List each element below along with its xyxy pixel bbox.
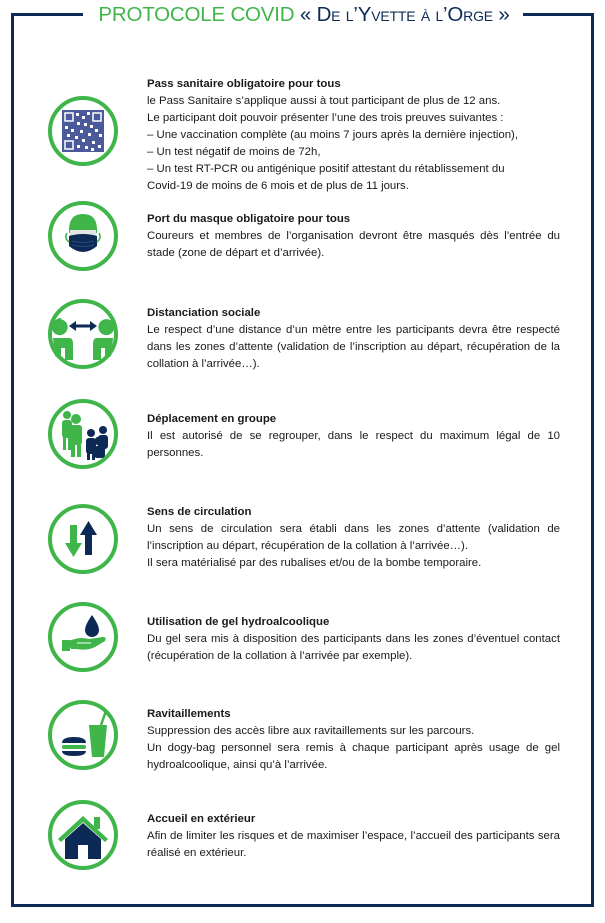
section-body: Afin de limiter les risques et de maximiser l’espace, l’accueil des participants sera réalisé en extérieur. <box>147 830 560 859</box>
section-body: Il est autorisé de se regrouper, dans le respect du maximum légal de 10 personnes. <box>147 430 560 459</box>
title-event-name: « De l’Yvette à l’Orge » <box>299 3 510 26</box>
section-body: Du gel sera mis à disposition des participants dans les zones d’éventuel contact (récupération de la collation à l’arrivée par exemple). <box>147 633 560 662</box>
section-text <box>147 76 560 195</box>
social-distance-icon <box>47 298 119 370</box>
section-line: – Un test négatif de moins de 72h, <box>147 146 321 158</box>
frame-top-right <box>523 13 594 16</box>
section-text <box>147 411 560 462</box>
food-drink-icon <box>47 699 119 771</box>
section-body: Un dogy-bag personnel sera remis à chaque participant après usage de gel hydroalcoolique, ainsi qu’à l’arrivée. <box>147 742 560 771</box>
house-icon <box>47 799 119 871</box>
section-body: Coureurs et membres de l’organisation devront être masqués dès l’entrée du stade (zone de départ et d’arrivée). <box>147 230 560 259</box>
section-text <box>147 811 560 862</box>
section-heading: Utilisation de gel hydroalcoolique <box>147 616 330 628</box>
section-heading: Accueil en extérieur <box>147 813 256 825</box>
section-text <box>147 305 560 373</box>
group-people-icon <box>47 398 119 470</box>
section-line: – Une vaccination complète (au moins 7 jours après la dernière injection), <box>147 129 519 141</box>
section-line: Covid-19 de moins de 6 mois et de plus de 11 jours. <box>147 180 409 192</box>
section-body: le Pass Sanitaire s’applique aussi à tout participant de plus de 12 ans. <box>147 95 501 107</box>
section-body: Un sens de circulation sera établi dans les zones d’attente (validation de l’inscription au départ, récupération de la collation à l’arrivée…). <box>147 523 560 552</box>
section-line: Suppression des accès libre aux ravitaillements sur les parcours. <box>147 725 475 737</box>
section-heading: Distanciation sociale <box>147 307 261 319</box>
section-text <box>147 706 560 774</box>
page-title <box>88 1 520 29</box>
section-text <box>147 211 560 262</box>
section-body: Le respect d’une distance d’un mètre entre les participants devra être respecté dans les zones d’attente (validation de l’inscription au départ, récupération de la collation à l’arrivée…). <box>147 324 560 370</box>
section-heading: Port du masque obligatoire pour tous <box>147 213 351 225</box>
section-line: Le participant doit pouvoir présenter l’une des trois preuves suivantes : <box>147 112 504 124</box>
two-way-arrows-icon <box>47 503 119 575</box>
section-heading: Ravitaillements <box>147 708 231 720</box>
section-heading: Pass sanitaire obligatoire pour tous <box>147 78 341 90</box>
title-protocol: PROTOCOLE COVID <box>98 3 295 26</box>
section-line: Il sera matérialisé par des rubalises et/ou de la bombe temporaire. <box>147 557 482 569</box>
section-text <box>147 614 560 665</box>
qr-code-icon <box>47 95 119 167</box>
face-mask-icon <box>47 200 119 272</box>
section-line: – Un test RT-PCR ou antigénique positif attestant du rétablissement du <box>147 163 505 175</box>
frame-top-left <box>11 13 83 16</box>
section-heading: Déplacement en groupe <box>147 413 277 425</box>
section-text <box>147 504 560 572</box>
section-heading: Sens de circulation <box>147 506 252 518</box>
hand-gel-drop-icon <box>47 601 119 673</box>
